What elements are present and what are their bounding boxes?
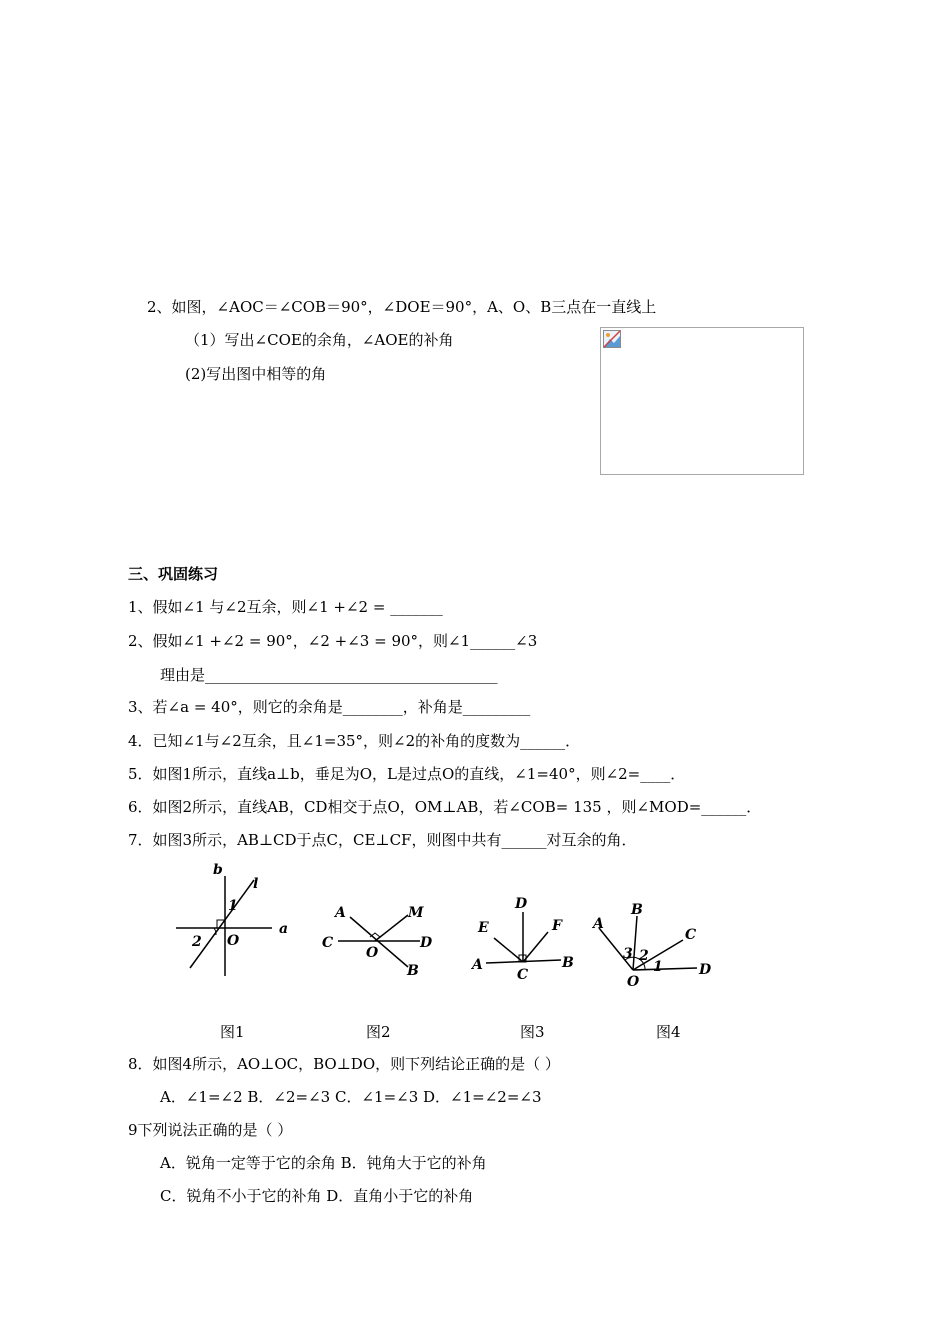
fig3-label-f: F [552, 918, 562, 934]
figure-3-diagram [468, 890, 583, 985]
fig3-label-c: C [517, 967, 529, 983]
section-heading: 三、巩固练习 [128, 565, 219, 583]
fig2-label-a: A [335, 905, 346, 921]
fig1-label-l: l [253, 876, 259, 892]
fig3-label-b: B [562, 955, 574, 971]
fig4-label-o: O [627, 974, 640, 990]
fig4-label-1: 1 [653, 959, 663, 975]
figure-3-caption: 图3 [520, 1023, 545, 1041]
question-8-options: A．∠1=∠2 B．∠2=∠3 C．∠1=∠3 D．∠1=∠2=∠3 [160, 1088, 542, 1106]
q2-sub2: (2)写出图中相等的角 [185, 365, 327, 383]
exercise-4: 4．已知∠1与∠2互余，且∠1=35°，则∠2的补角的度数为______． [128, 732, 581, 750]
question-8-stem: 8．如图4所示，AO⊥OC，BO⊥DO，则下列结论正确的是（ ） [128, 1055, 560, 1073]
figure-2-caption: 图2 [366, 1023, 391, 1041]
fig4-label-3: 3 [623, 946, 633, 962]
exercise-2: 2、假如∠1 +∠2 = 90°，∠2 +∠3 = 90°，则∠1______∠3 [128, 632, 538, 650]
fig3-label-e: E [478, 920, 489, 936]
exercise-7: 7．如图3所示，AB⊥CD于点C，CE⊥CF，则图中共有______对互余的角． [128, 831, 637, 849]
fig2-label-b: B [407, 963, 419, 979]
fig1-label-a: a [279, 921, 289, 937]
q2-title: 2、如图，∠AOC＝∠COB＝90°，∠DOE＝90°，A、O、B三点在一直线上 [147, 298, 657, 316]
fig2-label-c: C [322, 935, 334, 951]
fig4-label-c: C [685, 927, 697, 943]
fig1-label-b: b [213, 862, 223, 878]
fig1-label-1: 1 [228, 898, 238, 914]
question-9-options-row1: A．锐角一定等于它的余角 B．钝角大于它的补角 [160, 1154, 487, 1172]
fig2-label-o: O [366, 945, 379, 961]
fig4-label-2: 2 [639, 948, 649, 964]
fig1-label-o: O [227, 933, 240, 949]
question-9-stem: 9下列说法正确的是（ ） [128, 1121, 293, 1139]
figure-4-caption: 图4 [656, 1023, 681, 1041]
fig4-label-b: B [631, 902, 643, 918]
figure-2-diagram [320, 895, 440, 985]
fig2-label-d: D [420, 935, 433, 951]
broken-image-icon [603, 330, 621, 348]
fig2-label-m: M [408, 905, 424, 921]
figure-4-diagram [585, 898, 720, 993]
question-9-options-row2: C．锐角不小于它的补角 D．直角小于它的补角 [160, 1187, 474, 1205]
broken-image-placeholder [600, 327, 804, 475]
q2-sub1: （1）写出∠COE的余角，∠AOE的补角 [185, 331, 454, 349]
exercise-6: 6．如图2所示，直线AB，CD相交于点O，OM⊥AB，若∠COB= 135 ，则∠MOD=______． [128, 798, 762, 816]
fig4-label-a: A [593, 916, 604, 932]
fig3-label-a: A [472, 957, 483, 973]
figure-1-caption: 图1 [220, 1023, 245, 1041]
exercise-2-reason: 理由是_______________________________________ [160, 666, 498, 684]
exercise-1: 1、假如∠1 与∠2互余，则∠1 +∠2 = _______ [128, 598, 443, 616]
exercise-5: 5．如图1所示，直线a⊥b，垂足为O，L是过点O的直线，∠1=40°，则∠2=____． [128, 765, 686, 783]
exercise-3: 3、若∠a = 40°，则它的余角是________，补角是_________ [128, 698, 531, 716]
fig4-label-d: D [699, 962, 712, 978]
fig1-label-2: 2 [192, 934, 202, 950]
fig3-label-d: D [515, 896, 528, 912]
figure-1-diagram [170, 858, 295, 983]
